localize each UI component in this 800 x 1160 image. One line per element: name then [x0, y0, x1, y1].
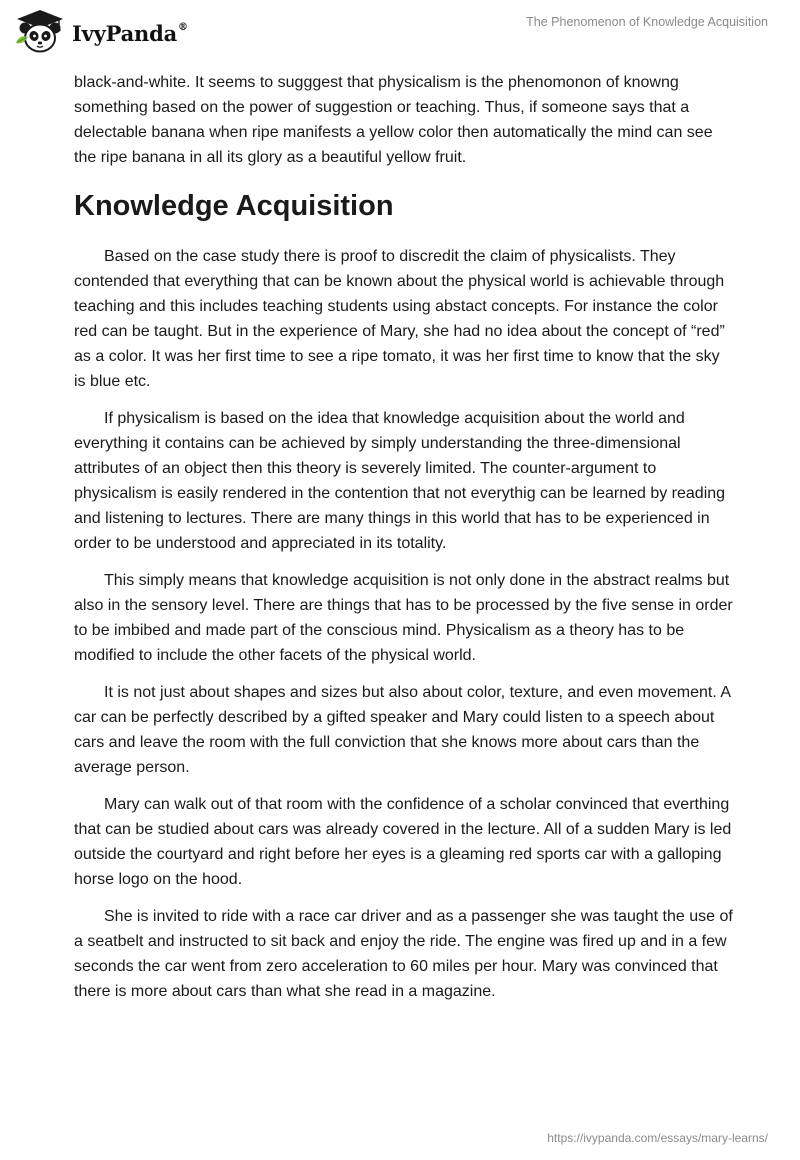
document-title: The Phenomenon of Knowledge Acquisition — [526, 15, 768, 29]
body-paragraph: Based on the case study there is proof to discredit the claim of physicalists. They contended that everything that can be known about the physical world is achievable through teaching and this includes teaching students using abstact concepts. For instance the color red can be taught. But in the experience of Mary, she had no idea about the concept of “red” as a color. It was her first time to see a ripe tomato, it was her first time to know that the sky is blue etc. — [74, 248, 725, 390]
source-url-link[interactable]: https://ivypanda.com/essays/mary-learns/ — [547, 1131, 768, 1145]
body-paragraph: This simply means that knowledge acquisition is not only done in the abstract realms but also in the sensory level. There are things that has to be processed by the five sense in order to be imbibed and made part of the conscious mind. Physicalism as a theory has to be modified to include the other facets of the physical world. — [74, 572, 733, 664]
body-paragraph: She is invited to ride with a race car driver and as a passenger she was taught the use of a seatbelt and instructed to sit back and enjoy the ride. The engine was fired up and in a few seconds the car went from zero acceleration to 60 miles per hour. Mary was convinced that there is more about cars than what she read in a magazine. — [74, 908, 733, 1000]
brand-name: IvyPanda® — [72, 20, 188, 46]
section-heading: Knowledge Acquisition — [74, 190, 394, 222]
page-header — [0, 0, 800, 66]
panda-logo-icon — [14, 9, 66, 55]
registered-mark: ® — [178, 21, 188, 33]
essay-body — [74, 70, 734, 1016]
body-paragraph: Mary can walk out of that room with the confidence of a scholar convinced that everthing that can be studied about cars was already covered in the lecture. All of a sudden Mary is led outside the courtyard and right before her eyes is a gleaming red sports car with a galloping horse logo on the hood. — [74, 796, 732, 888]
intro-paragraph: black-and-white. It seems to sugggest that physicalism is the phenomonon of knowng something based on the power of suggestion or teaching. Thus, if someone says that a delectable banana when ripe manifests a yellow color then automatically the mind can see the ripe banana in all its glory as a beautiful yellow fruit. — [74, 74, 713, 166]
brand-logo[interactable] — [14, 9, 188, 55]
body-paragraph: If physicalism is based on the idea that knowledge acquisition about the world and everything it contains can be achieved by simply understanding the three-dimensional attributes of an object then this theory is severely limited. The counter-argument to physicalism is easily rendered in the contention that not everythig can be learned by reading and listening to lectures. There are many things in this world that has to be experienced in order to be understood and appreciated in its totality. — [74, 410, 726, 552]
body-paragraph: It is not just about shapes and sizes but also about color, texture, and even movement. A car can be perfectly described by a gifted speaker and Mary could listen to a speech about cars and leave the room with the full conviction that she knows more about cars than the average person. — [74, 684, 731, 776]
